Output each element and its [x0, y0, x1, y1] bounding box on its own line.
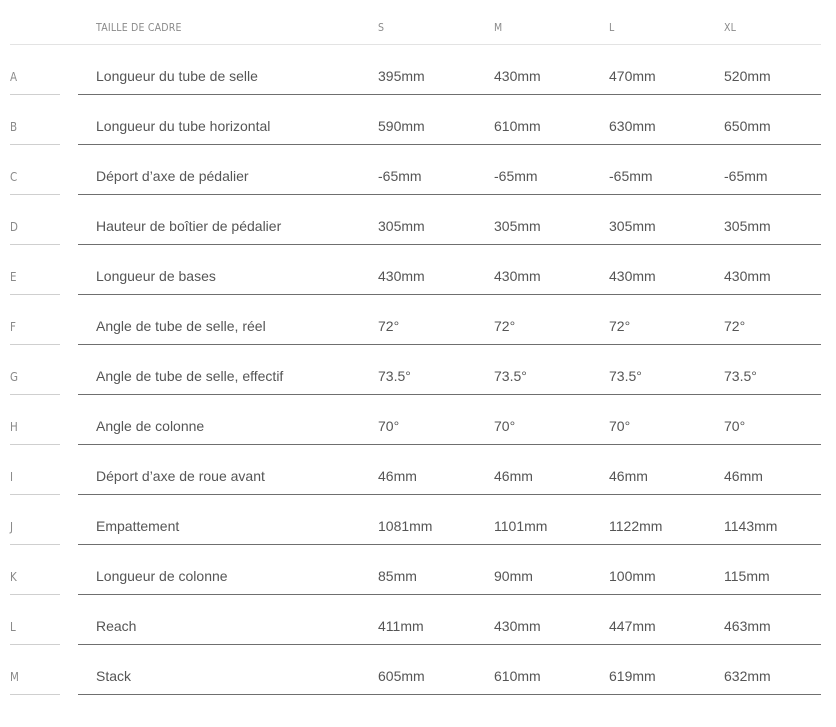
cell-size-m: 1101mm — [494, 518, 548, 534]
row-letter: H — [10, 420, 18, 434]
table-row — [0, 351, 836, 401]
cell-size-m: 46mm — [494, 468, 533, 484]
letter-divider — [10, 644, 60, 645]
cell-size-l: 46mm — [609, 468, 648, 484]
cell-size-xl: 463mm — [724, 618, 771, 634]
row-letter: I — [10, 470, 14, 484]
table-row — [0, 201, 836, 251]
row-divider — [78, 344, 821, 345]
row-letter: G — [10, 370, 19, 384]
table-header — [10, 0, 821, 45]
letter-divider — [10, 544, 60, 545]
table-row — [0, 51, 836, 101]
cell-size-l: 72° — [609, 318, 631, 334]
cell-size-l: 70° — [609, 418, 631, 434]
cell-size-l: 630mm — [609, 118, 656, 134]
table-row — [0, 101, 836, 151]
row-divider — [78, 194, 821, 195]
row-letter: D — [10, 220, 18, 234]
table-row — [0, 251, 836, 301]
cell-size-m: -65mm — [494, 168, 538, 184]
row-divider — [78, 494, 821, 495]
row-label: Reach — [96, 618, 137, 634]
cell-size-s: 590mm — [378, 118, 425, 134]
cell-size-m: 430mm — [494, 618, 541, 634]
row-divider — [78, 444, 821, 445]
header-frame-size: TAILLE DE CADRE — [96, 21, 182, 34]
cell-size-l: 305mm — [609, 218, 656, 234]
table-row — [0, 301, 836, 351]
cell-size-l: 619mm — [609, 668, 656, 684]
table-row — [0, 401, 836, 451]
cell-size-m: 73.5° — [494, 368, 527, 384]
header-size-xl: XL — [724, 21, 737, 34]
letter-divider — [10, 444, 60, 445]
row-label: Longueur du tube horizontal — [96, 118, 271, 134]
cell-size-m: 430mm — [494, 268, 541, 284]
row-letter: F — [10, 320, 16, 334]
cell-size-m: 72° — [494, 318, 516, 334]
cell-size-xl: 430mm — [724, 268, 771, 284]
cell-size-l: 100mm — [609, 568, 656, 584]
row-divider — [78, 544, 821, 545]
cell-size-s: 73.5° — [378, 368, 411, 384]
cell-size-s: -65mm — [378, 168, 422, 184]
row-divider — [78, 394, 821, 395]
table-row — [0, 501, 836, 551]
cell-size-xl: 70° — [724, 418, 746, 434]
cell-size-l: 1122mm — [609, 518, 663, 534]
row-letter: L — [10, 620, 16, 634]
letter-divider — [10, 244, 60, 245]
row-label: Empattement — [96, 518, 180, 534]
cell-size-xl: 1143mm — [724, 518, 778, 534]
cell-size-xl: 46mm — [724, 468, 763, 484]
header-size-s: S — [378, 21, 385, 34]
cell-size-m: 305mm — [494, 218, 541, 234]
letter-divider — [10, 194, 60, 195]
cell-size-xl: 72° — [724, 318, 746, 334]
row-label: Longueur du tube de selle — [96, 68, 258, 84]
cell-size-xl: 650mm — [724, 118, 771, 134]
letter-divider — [10, 594, 60, 595]
letter-divider — [10, 494, 60, 495]
row-divider — [78, 144, 821, 145]
cell-size-l: 73.5° — [609, 368, 642, 384]
header-size-l: L — [609, 21, 615, 34]
cell-size-s: 1081mm — [378, 518, 433, 534]
cell-size-m: 90mm — [494, 568, 533, 584]
row-letter: A — [10, 70, 18, 84]
cell-size-s: 411mm — [378, 618, 424, 634]
row-label: Angle de colonne — [96, 418, 205, 434]
letter-divider — [10, 394, 60, 395]
row-label: Déport d’axe de roue avant — [96, 468, 265, 484]
row-letter: C — [10, 170, 18, 184]
row-divider — [78, 294, 821, 295]
cell-size-xl: 520mm — [724, 68, 771, 84]
row-divider — [78, 694, 821, 695]
row-label: Hauteur de boîtier de pédalier — [96, 218, 282, 234]
row-divider — [78, 644, 821, 645]
row-divider — [78, 244, 821, 245]
letter-divider — [10, 144, 60, 145]
table-row — [0, 551, 836, 601]
cell-size-m: 70° — [494, 418, 516, 434]
cell-size-s: 72° — [378, 318, 400, 334]
cell-size-s: 305mm — [378, 218, 425, 234]
row-letter: M — [10, 670, 19, 684]
cell-size-xl: 73.5° — [724, 368, 757, 384]
cell-size-s: 70° — [378, 418, 400, 434]
row-label: Déport d’axe de pédalier — [96, 168, 249, 184]
cell-size-xl: -65mm — [724, 168, 768, 184]
row-label: Angle de tube de selle, réel — [96, 318, 266, 334]
cell-size-l: 470mm — [609, 68, 656, 84]
cell-size-s: 430mm — [378, 268, 425, 284]
letter-divider — [10, 294, 60, 295]
letter-divider — [10, 344, 60, 345]
cell-size-m: 610mm — [494, 668, 541, 684]
row-letter: E — [10, 270, 17, 284]
cell-size-xl: 305mm — [724, 218, 771, 234]
row-letter: J — [10, 520, 14, 534]
cell-size-l: 430mm — [609, 268, 656, 284]
cell-size-s: 85mm — [378, 568, 417, 584]
cell-size-s: 605mm — [378, 668, 425, 684]
cell-size-xl: 115mm — [724, 568, 770, 584]
table-row — [0, 651, 836, 701]
row-divider — [78, 594, 821, 595]
row-letter: K — [10, 570, 17, 584]
row-label: Longueur de bases — [96, 268, 216, 284]
cell-size-l: -65mm — [609, 168, 653, 184]
cell-size-s: 46mm — [378, 468, 417, 484]
row-label: Longueur de colonne — [96, 568, 228, 584]
cell-size-s: 395mm — [378, 68, 425, 84]
cell-size-m: 610mm — [494, 118, 541, 134]
letter-divider — [10, 694, 60, 695]
row-label: Angle de tube de selle, effectif — [96, 368, 284, 384]
cell-size-l: 447mm — [609, 618, 656, 634]
header-size-m: M — [494, 21, 503, 34]
table-row — [0, 151, 836, 201]
cell-size-xl: 632mm — [724, 668, 771, 684]
cell-size-m: 430mm — [494, 68, 541, 84]
row-label: Stack — [96, 668, 132, 684]
table-row — [0, 601, 836, 651]
letter-divider — [10, 94, 60, 95]
row-letter: B — [10, 120, 18, 134]
table-row — [0, 451, 836, 501]
row-divider — [78, 94, 821, 95]
